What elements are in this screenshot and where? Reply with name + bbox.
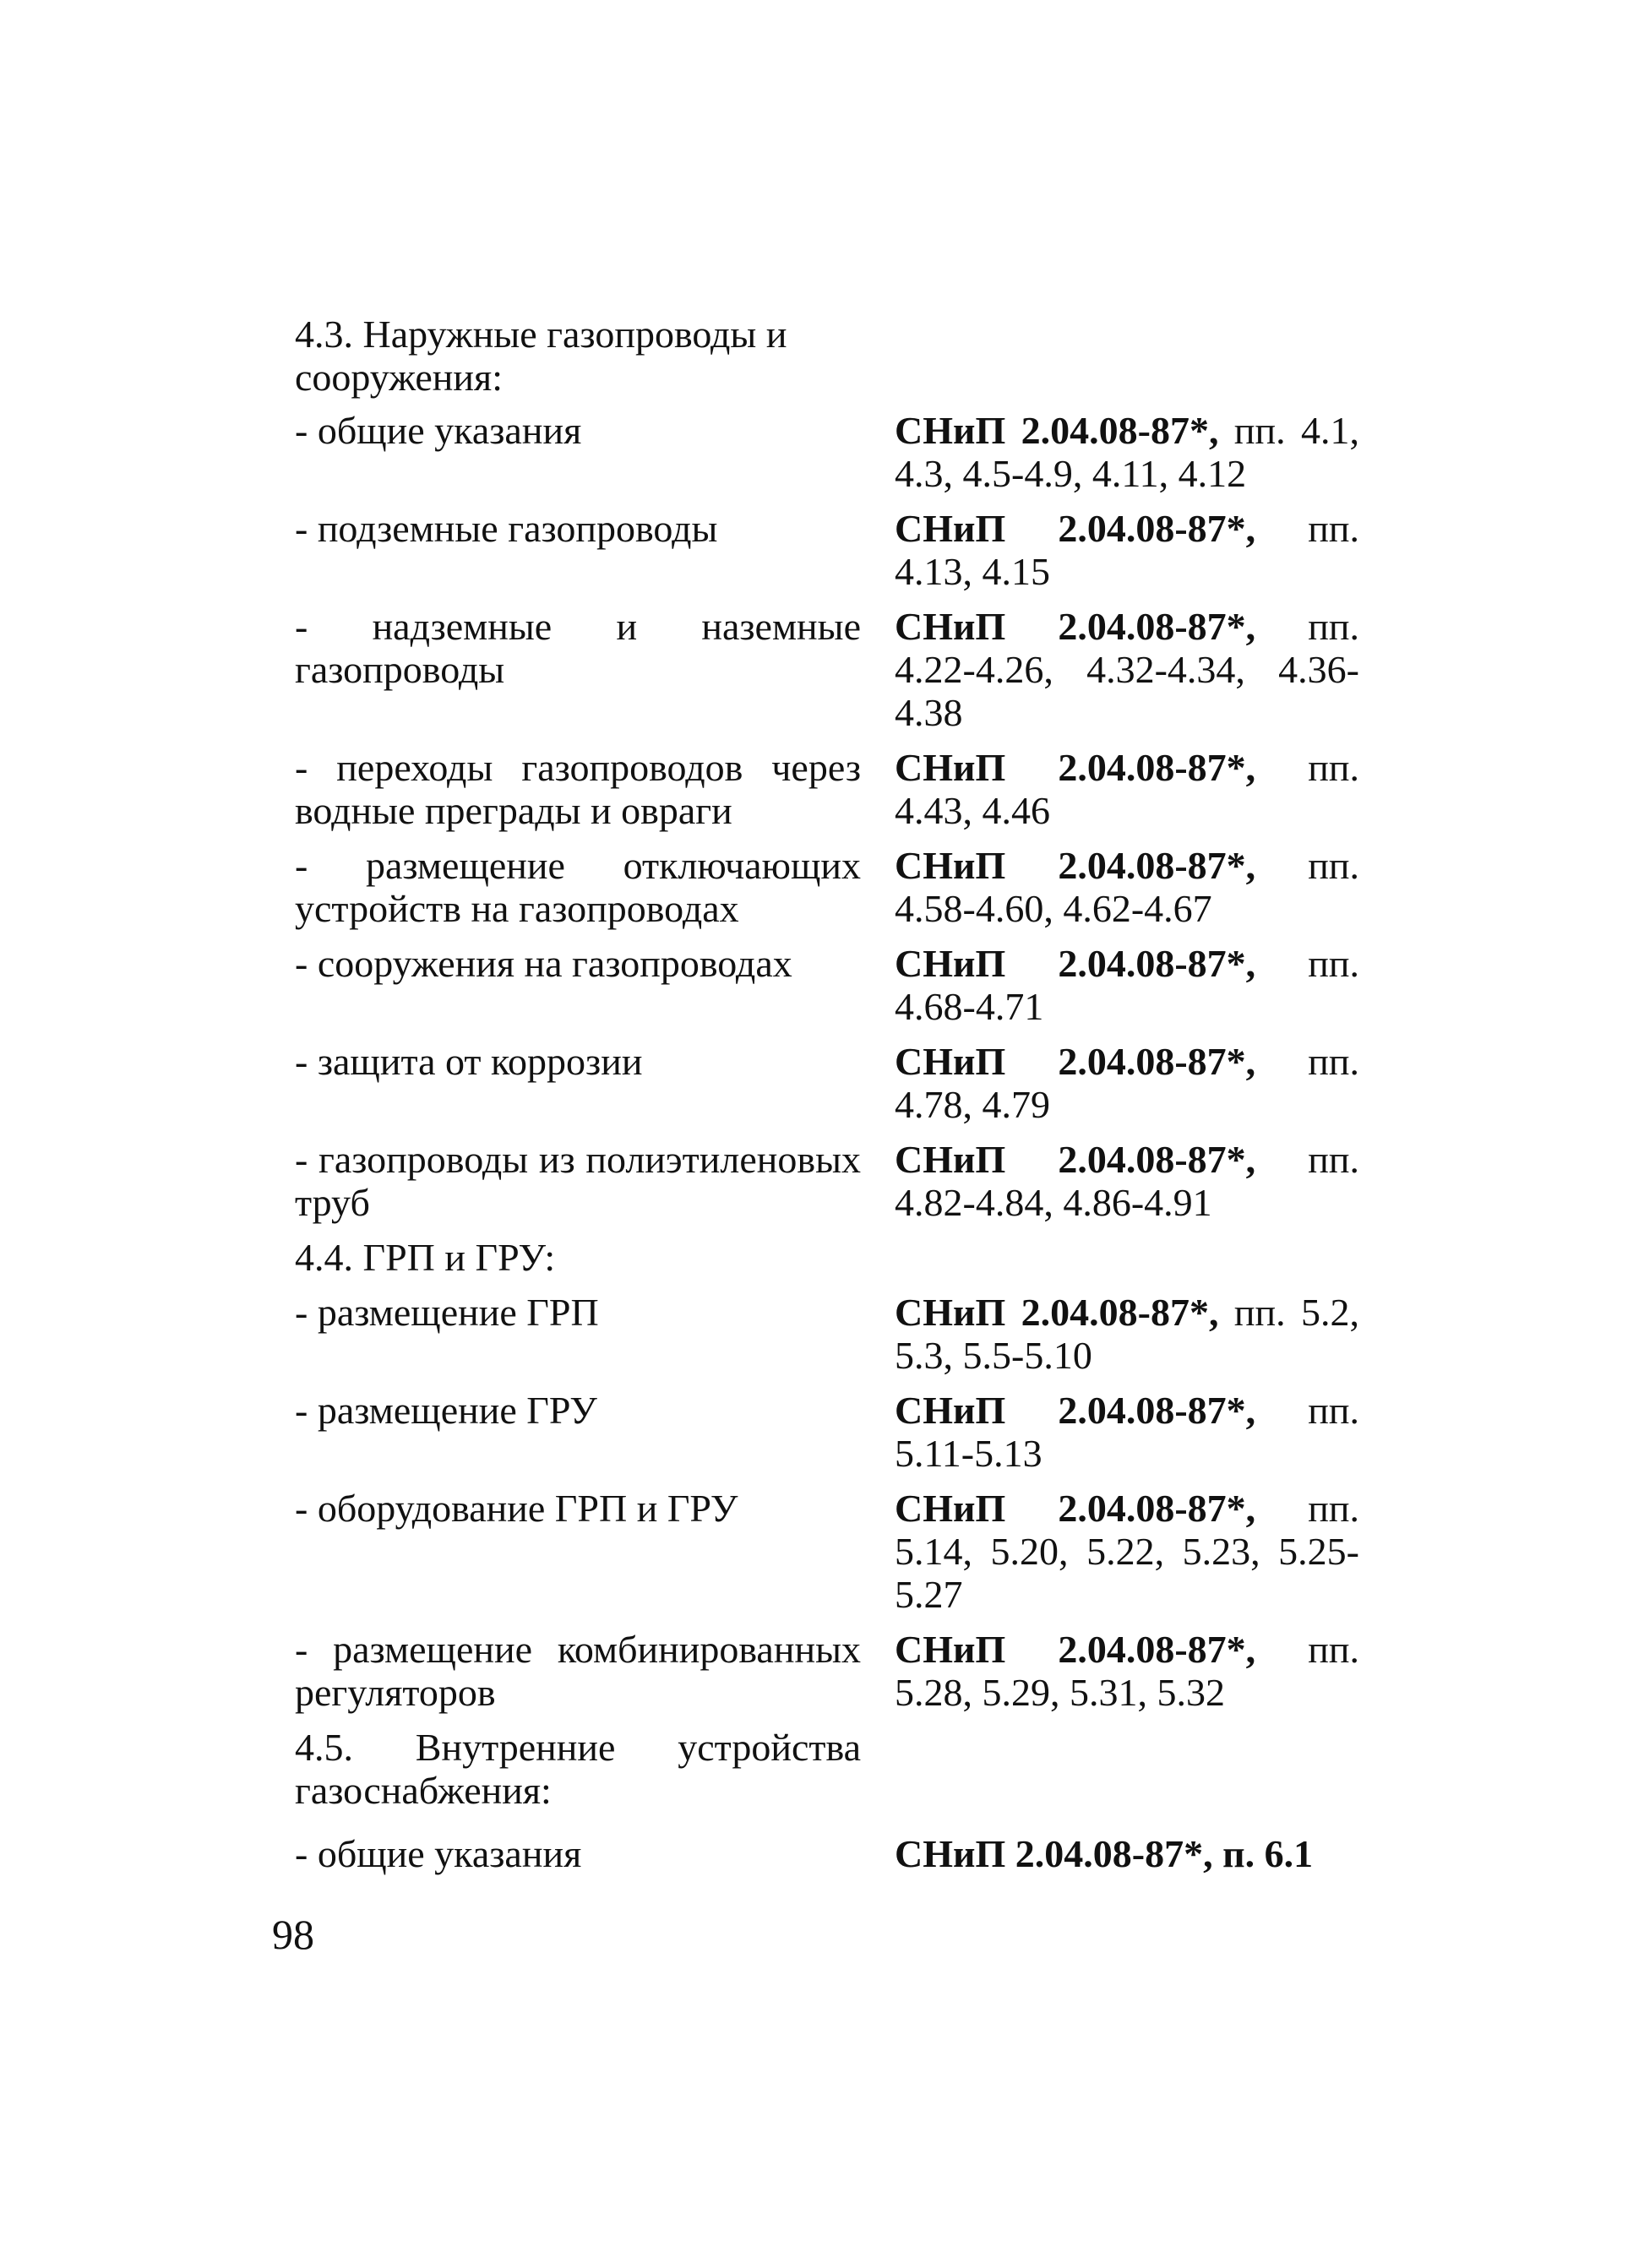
item-label: - надземные и наземные газопроводы bbox=[295, 605, 861, 691]
item-reference bbox=[895, 1832, 1359, 1875]
reference-code: СНиП 2.04.08-87*, bbox=[895, 1628, 1256, 1671]
reference-clauses: пп. 4.82-4.84, 4.86-4.91 bbox=[895, 1138, 1359, 1224]
page-number: 98 bbox=[272, 1911, 314, 1958]
list-item bbox=[295, 746, 1376, 832]
item-label: - размещение ГРП bbox=[295, 1291, 599, 1334]
reference-code: СНиП 2.04.08-87*, bbox=[895, 1138, 1256, 1181]
reference-list bbox=[295, 313, 1376, 1875]
reference-clauses: п. 6.1 bbox=[1212, 1832, 1314, 1875]
list-item bbox=[295, 942, 1376, 1028]
item-label: - оборудование ГРП и ГРУ bbox=[295, 1487, 738, 1530]
list-item bbox=[295, 1628, 1376, 1714]
item-reference bbox=[895, 1487, 1359, 1616]
reference-clauses: пп. 5.11-5.13 bbox=[895, 1389, 1359, 1475]
reference-clauses: пп. 4.1, 4.3, 4.5-4.9, 4.11, 4.12 bbox=[895, 409, 1360, 495]
reference-code: СНиП 2.04.08-87*, bbox=[895, 746, 1256, 789]
reference-clauses: пп. 4.78, 4.79 bbox=[895, 1040, 1359, 1126]
reference-code: СНиП 2.04.08-87*, bbox=[895, 1291, 1219, 1334]
reference-code: СНиП 2.04.08-87*, bbox=[895, 1832, 1213, 1875]
item-reference bbox=[895, 942, 1359, 1028]
list-item bbox=[295, 1389, 1376, 1475]
reference-code: СНиП 2.04.08-87*, bbox=[895, 1040, 1256, 1083]
reference-clauses: пп. 5.28, 5.29, 5.31, 5.32 bbox=[895, 1628, 1359, 1714]
list-item bbox=[295, 1487, 1376, 1616]
section-heading-row bbox=[295, 1236, 1376, 1279]
item-reference bbox=[895, 746, 1359, 832]
item-reference bbox=[895, 1389, 1359, 1475]
item-reference bbox=[895, 1291, 1359, 1377]
item-reference bbox=[895, 409, 1359, 495]
reference-code: СНиП 2.04.08-87*, bbox=[895, 605, 1256, 648]
item-label: - размещение отключающих устройств на газопроводах bbox=[295, 844, 861, 930]
list-item bbox=[295, 1291, 1376, 1377]
item-label: - общие указания bbox=[295, 409, 582, 452]
item-reference bbox=[895, 1628, 1359, 1714]
section-heading: 4.3. Наружные газопроводы и сооружения: bbox=[295, 313, 787, 399]
section-heading: 4.4. ГРП и ГРУ: bbox=[295, 1236, 556, 1279]
list-item bbox=[295, 1832, 1376, 1875]
item-reference bbox=[895, 844, 1359, 930]
reference-clauses: пп. 4.68-4.71 bbox=[895, 942, 1359, 1028]
reference-code: СНиП 2.04.08-87*, bbox=[895, 942, 1256, 985]
section-heading-row bbox=[295, 313, 1376, 399]
list-item bbox=[295, 605, 1376, 734]
section-heading: 4.5. Внутренние устройства газоснабжения: bbox=[295, 1726, 861, 1812]
reference-clauses: пп. 4.58-4.60, 4.62-4.67 bbox=[895, 844, 1359, 930]
list-item bbox=[295, 1040, 1376, 1126]
reference-clauses: пп. 4.22-4.26, 4.32-4.34, 4.36-4.38 bbox=[895, 605, 1359, 734]
item-label: - подземные газопроводы bbox=[295, 507, 718, 550]
reference-code: СНиП 2.04.08-87*, bbox=[895, 409, 1219, 452]
item-label: - переходы газопроводов через водные преграды и овраги bbox=[295, 746, 861, 832]
item-label: - газопроводы из полиэтиленовых труб bbox=[295, 1138, 861, 1224]
item-label: - размещение комбинированных регуляторов bbox=[295, 1628, 861, 1714]
list-item bbox=[295, 844, 1376, 930]
reference-clauses: пп. 4.43, 4.46 bbox=[895, 746, 1359, 832]
reference-clauses: пп. 4.13, 4.15 bbox=[895, 507, 1359, 593]
list-item bbox=[295, 409, 1376, 495]
item-reference bbox=[895, 605, 1359, 734]
reference-clauses: пп. 5.14, 5.20, 5.22, 5.23, 5.25-5.27 bbox=[895, 1487, 1359, 1616]
reference-code: СНиП 2.04.08-87*, bbox=[895, 507, 1256, 550]
item-reference bbox=[895, 1138, 1359, 1224]
reference-code: СНиП 2.04.08-87*, bbox=[895, 844, 1256, 887]
item-label: - размещение ГРУ bbox=[295, 1389, 597, 1432]
item-reference bbox=[895, 1040, 1359, 1126]
section-heading-row bbox=[295, 1726, 1376, 1812]
item-label: - защита от коррозии bbox=[295, 1040, 643, 1083]
reference-code: СНиП 2.04.08-87*, bbox=[895, 1389, 1256, 1432]
list-item bbox=[295, 507, 1376, 593]
item-label: - сооружения на газопроводах bbox=[295, 942, 792, 985]
item-label: - общие указания bbox=[295, 1832, 582, 1875]
reference-code: СНиП 2.04.08-87*, bbox=[895, 1487, 1256, 1530]
list-item bbox=[295, 1138, 1376, 1224]
reference-clauses: пп. 5.2, 5.3, 5.5-5.10 bbox=[895, 1291, 1360, 1377]
item-reference bbox=[895, 507, 1359, 593]
